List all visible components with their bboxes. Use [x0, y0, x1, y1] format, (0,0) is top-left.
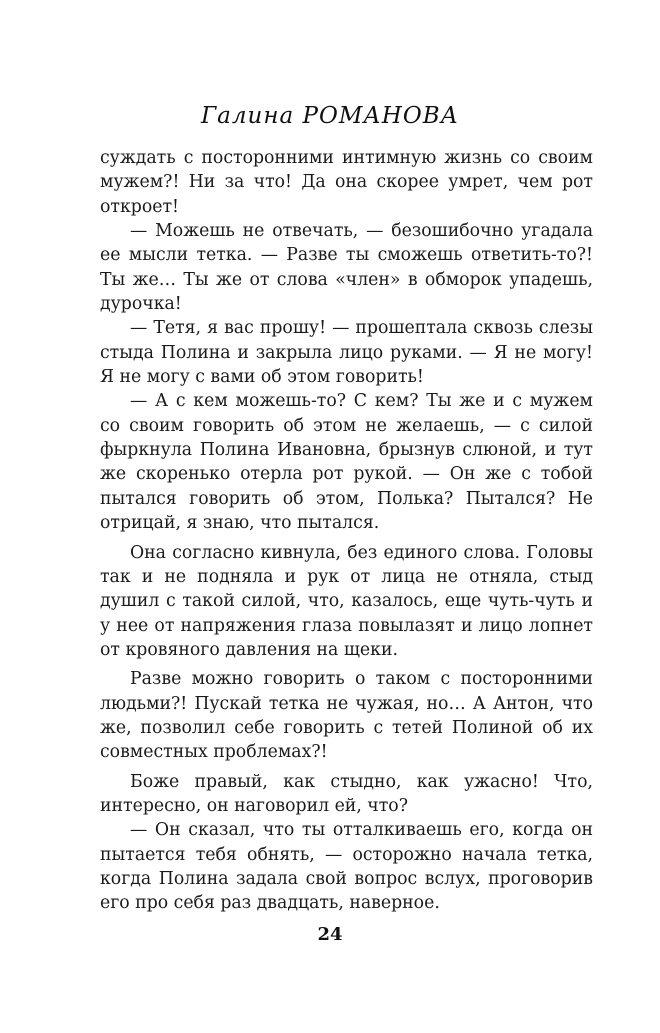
paragraph: Она согласно кивнула, без единого слова. Головы так и не подняла и рук от лица не отняла, стыд душил с такой силой, что, казалось, еще чуть-чуть и у нее от напряжения глаза повылазят и лицо лопнет от кровяного давления на щеки. — [100, 542, 593, 660]
paragraph-continuation: суждать с посторонними интимную жизнь со своим мужем?! Ни за что! Да она скорее умрет, чем рот откроет! — [100, 148, 593, 217]
main-text — [100, 146, 593, 916]
paragraph: Боже правый, как стыдно, как ужасно! Что, интересно, он наговорил ей, что? — [100, 771, 593, 816]
paragraph: — А с кем можешь-то? С кем? Ты же и с мужем со своим говорить об этом не желаешь, — с силой фыркнула Полина Ивановна, брызнув слюной, и тут же скоренько отерла рот рукой. — Он же с тобой пытался говорить об этом, Полька? Пытался? Не отрицай, я знаю, что пытался. — [100, 391, 593, 534]
page-number: 24 — [317, 924, 343, 945]
paragraph: — Он сказал, что ты отталкиваешь его, когда он пытается тебя обнять, — осторожно начала тетка, когда Полина задала свой вопрос вслух, проговорив его про себя раз двадцать, наверное. — [100, 820, 593, 914]
paragraph: Разве можно говорить о таком с посторонними людьми?! Пускай тетка не чужая, но… А Антон, что же, позволил себе говорить с тетей Полиной об их совместных проблемах?! — [100, 669, 593, 763]
paragraph: — Можешь не отвечать, — безошибочно угадала ее мысли тетка. — Разве ты сможешь ответить-то?! Ты же… Ты же от слова «член» в обморок упадешь, дурочка! — [100, 221, 593, 315]
running-head-author: Галина РОМАНОВА — [200, 103, 460, 129]
paragraph: — Тетя, я вас прошу! — прошептала сквозь слезы стыда Полина и закрыла лицо руками. — Я не могу! Я не могу с вами об этом говорить! — [100, 318, 593, 388]
